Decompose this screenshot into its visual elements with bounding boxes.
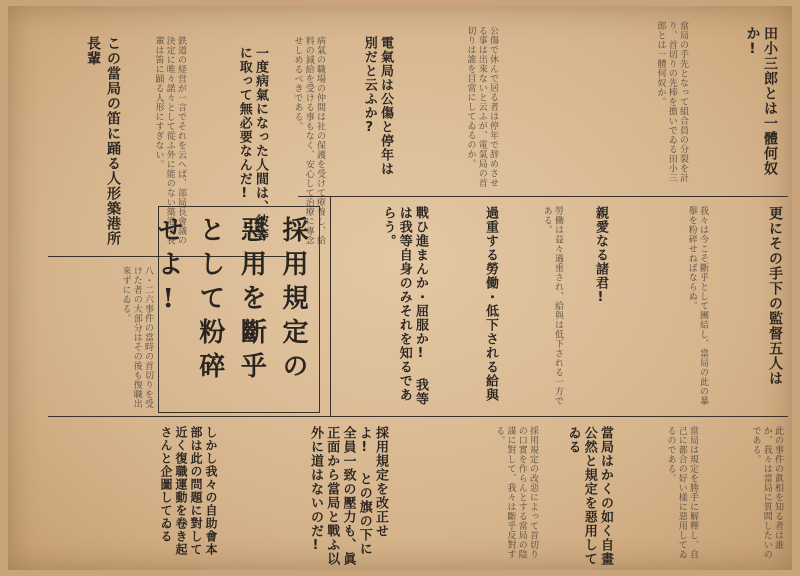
article-electric-bureau bbox=[328, 36, 393, 186]
body-text: 鉄道の経営が一言でそれを云へば、部局長會議の決定に唯々諾々として從ふ外に能のない築港所長輩は笛に踊る人形にすぎない。 bbox=[153, 36, 186, 245]
article-electric-bureau-body bbox=[398, 26, 498, 191]
body-text: 勞働は益々過重され、給與は低下される一方である。 bbox=[541, 206, 563, 406]
article-center-mid2-body bbox=[503, 206, 563, 406]
body-text: 當局は規定を勝手に解釋し、自己に都合の好い樣に惡用してゐるのである。 bbox=[665, 426, 698, 559]
headline-restoration-movement: しかし我々の自助會本部は此の問題に對して近く復職運動を卷き起さんと企圖してゐる bbox=[159, 426, 218, 556]
main-title bbox=[153, 216, 313, 406]
main-title-line2: 斷乎として粉碎せよ! bbox=[153, 216, 267, 386]
body-text: 此の事件の眞相を知る者は誰か、我々は當局に質問したいのである。 bbox=[750, 426, 783, 559]
main-title-line1: 採用規定の惡用を bbox=[236, 216, 308, 386]
divider-top-right bbox=[298, 196, 788, 197]
article-bottom-center2-body bbox=[618, 426, 698, 566]
leaflet-page bbox=[8, 6, 792, 570]
article-left-lower-body bbox=[48, 266, 153, 411]
headline-illness: 一度病氣になった人間は、彼等に取って無必要なんだ! bbox=[236, 46, 268, 242]
article-center-mid2 bbox=[438, 206, 498, 406]
body-text: 公傷で休んで居る者は停年で辞めさせる事は出來ないと云ふが、電氣局の首切りは誰を目當にしてゐるのか。 bbox=[465, 26, 498, 188]
divider-bottom bbox=[48, 416, 788, 417]
article-bottom-center-body bbox=[393, 426, 538, 566]
headline-supervisors: 更にその手下の監督五人は bbox=[767, 206, 783, 386]
article-tadokoro bbox=[708, 26, 778, 191]
headline-fight-or-surrender: 戰ひ進まんか・屈服か! 我等は我等自身のみそれを知るであらう。 bbox=[380, 206, 428, 406]
body-text: 採用規定の改惡によって首切りの口實を作らんとする當局の陰謀に對して、我々は斷乎反對する。 bbox=[494, 426, 538, 559]
article-bottom-center bbox=[223, 426, 388, 566]
body-text: 我々は今こそ斷乎として團結し、當局の此の暴擧を粉碎せねばならぬ。 bbox=[686, 206, 708, 406]
divider-center-vertical bbox=[330, 196, 331, 416]
article-left-upper bbox=[63, 36, 123, 251]
article-center-mid bbox=[568, 206, 608, 406]
headline-overwork: 過重する勞働・低下される給與 bbox=[483, 206, 498, 402]
body-text: 病氣の職場の仲間は社の保護を受けて療養し、給料の減給を受ける事もなく、安心して治療に專念せしめるべきである。 bbox=[292, 36, 325, 245]
headline-electric-bureau: 電氣局は公傷と停年は別だと云ふか? bbox=[361, 36, 393, 176]
body-text: 當局の手先となって組合員の分裂を計り、首切りの先棒を擔いでゐる田小三郎とは一體何奴か。 bbox=[655, 21, 688, 183]
body-text: 八・二六事件の當時の首切りを受けた者の大部分はその後も復職出來ずにゐる。 bbox=[120, 266, 153, 409]
article-bottom-center2 bbox=[543, 426, 613, 566]
headline-revise-rules: 採用規定を改正せよ! との旗の下に全員一致の壓力も、眞正面から當局と戰ふ以外に道はないのだ! bbox=[308, 426, 388, 566]
headline-figurehead: この當局の笛に踊る人形築港所長輩 bbox=[85, 36, 121, 246]
headline-tadokoro: 田小三郎とは一體何奴か! bbox=[744, 26, 778, 176]
headline-dear-comrades: 親愛なる諸君! bbox=[593, 206, 608, 306]
article-supervisors bbox=[718, 206, 783, 406]
article-center-mid3 bbox=[338, 206, 428, 406]
article-tadokoro-body bbox=[508, 21, 688, 191]
article-bottom-left bbox=[68, 426, 218, 561]
article-bottom-right-body bbox=[703, 426, 783, 566]
article-center-mid-body bbox=[613, 206, 708, 406]
headline-rule-abuse: 當局はかくの如く自畫公然と規定を惡用してゐる bbox=[565, 426, 613, 566]
